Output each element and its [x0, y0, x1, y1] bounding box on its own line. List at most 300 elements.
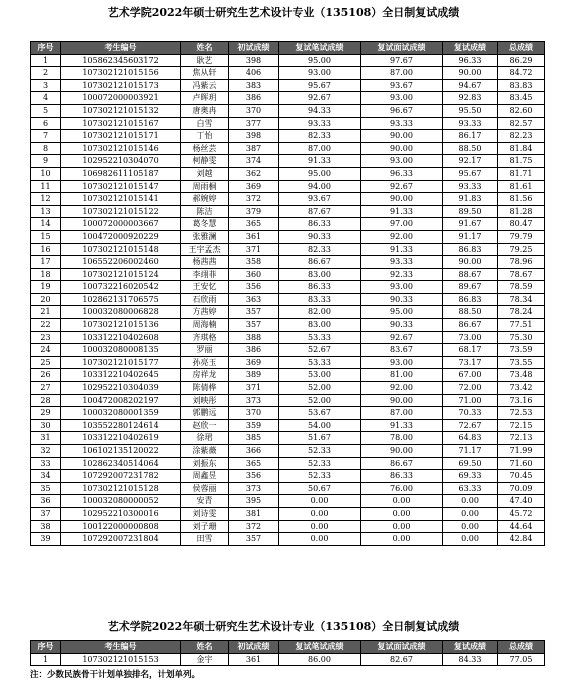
table-cell: 52.67 — [279, 344, 361, 357]
table-cell: 93.00 — [361, 155, 443, 168]
table-cell: 90.00 — [361, 445, 443, 458]
table-cell: 100122000000808 — [61, 520, 181, 533]
table-row — [31, 482, 545, 495]
column-header: 复试笔试成绩 — [279, 641, 361, 654]
table-cell: 10 — [31, 167, 61, 180]
table-row — [31, 230, 545, 243]
table-cell: 70.45 — [498, 470, 545, 483]
table-cell: 91.17 — [443, 230, 498, 243]
second-table-header — [31, 641, 545, 654]
table-cell: 79.79 — [498, 230, 545, 243]
table-row — [31, 445, 545, 458]
table-cell: 387 — [229, 142, 279, 155]
table-cell: 92.67 — [279, 92, 361, 105]
table-cell: 78.59 — [498, 281, 545, 294]
table-cell: 93.33 — [443, 180, 498, 193]
main-table-title: 艺术学院2022年硕士研究生艺术设计专业（135108）全日制复试成绩 — [107, 6, 460, 19]
table-cell: 370 — [229, 407, 279, 420]
table-row — [31, 432, 545, 445]
table-cell: 91.33 — [361, 205, 443, 218]
table-cell: 369 — [229, 180, 279, 193]
column-header: 姓名 — [181, 641, 229, 654]
column-header: 复试成绩 — [443, 42, 498, 55]
table-cell: 刘子珊 — [181, 520, 229, 533]
table-cell: 90.00 — [361, 193, 443, 206]
table-cell: 张雅澜 — [181, 230, 229, 243]
table-cell: 94.00 — [279, 180, 361, 193]
table-cell: 26 — [31, 369, 61, 382]
table-cell: 耿艺 — [181, 54, 229, 67]
table-cell: 11 — [31, 180, 61, 193]
table-cell: 372 — [229, 520, 279, 533]
table-cell: 70.33 — [443, 407, 498, 420]
table-cell: 107302121015122 — [61, 205, 181, 218]
table-cell: 358 — [229, 256, 279, 269]
table-cell: 107292007231782 — [61, 470, 181, 483]
table-cell: 38 — [31, 520, 61, 533]
table-cell: 16 — [31, 243, 61, 256]
table-cell: 23 — [31, 331, 61, 344]
table-cell: 64.83 — [443, 432, 498, 445]
table-row — [31, 356, 545, 369]
table-cell: 77.51 — [498, 319, 545, 332]
table-cell: 356 — [229, 470, 279, 483]
table-cell: 罗丽 — [181, 344, 229, 357]
table-cell: 102862340514064 — [61, 457, 181, 470]
table-cell: 31 — [31, 432, 61, 445]
table-cell: 369 — [229, 356, 279, 369]
table-cell: 13 — [31, 205, 61, 218]
table-cell: 406 — [229, 67, 279, 80]
table-cell: 73.16 — [498, 394, 545, 407]
table-cell: 侯蓉丽 — [181, 482, 229, 495]
table-cell: 杨丝芸 — [181, 142, 229, 155]
table-cell: 53.33 — [279, 356, 361, 369]
table-cell: 安青 — [181, 495, 229, 508]
table-cell: 90.33 — [361, 319, 443, 332]
table-cell: 9 — [31, 155, 61, 168]
table-cell: 86.29 — [498, 54, 545, 67]
table-cell: 83.45 — [498, 92, 545, 105]
table-cell: 84.33 — [443, 653, 498, 666]
table-cell: 83.33 — [279, 293, 361, 306]
table-cell: 90.00 — [361, 142, 443, 155]
table-cell: 82.00 — [279, 306, 361, 319]
table-cell: 371 — [229, 382, 279, 395]
table-cell: 91.33 — [361, 243, 443, 256]
table-cell: 360 — [229, 268, 279, 281]
table-cell: 361 — [229, 653, 279, 666]
table-cell: 73.59 — [498, 344, 545, 357]
table-cell: 52.00 — [279, 394, 361, 407]
table-cell: 82.33 — [279, 130, 361, 143]
table-cell: 363 — [229, 293, 279, 306]
table-cell: 93.00 — [361, 356, 443, 369]
table-cell: 焦从轩 — [181, 67, 229, 80]
table-cell: 86.83 — [443, 243, 498, 256]
table-cell: 28 — [31, 394, 61, 407]
table-row — [31, 243, 545, 256]
table-cell: 107302121015171 — [61, 130, 181, 143]
table-row — [31, 407, 545, 420]
table-cell: 53.67 — [279, 407, 361, 420]
table-row — [31, 394, 545, 407]
table-cell: 97.67 — [361, 54, 443, 67]
table-cell: 96.67 — [361, 104, 443, 117]
table-cell: 386 — [229, 92, 279, 105]
table-cell: 0.00 — [361, 520, 443, 533]
table-cell: 0.00 — [279, 520, 361, 533]
table-cell: 78.24 — [498, 306, 545, 319]
table-cell: 63.33 — [443, 482, 498, 495]
table-cell: 73.48 — [498, 369, 545, 382]
table-cell: 齐琪格 — [181, 331, 229, 344]
table-cell: 374 — [229, 155, 279, 168]
table-cell: 366 — [229, 445, 279, 458]
table-cell: 68.17 — [443, 344, 498, 357]
table-cell: 100072000003667 — [61, 218, 181, 231]
table-cell: 33 — [31, 457, 61, 470]
table-cell: 52.33 — [279, 470, 361, 483]
table-cell: 周海楠 — [181, 319, 229, 332]
table-row — [31, 256, 545, 269]
table-cell: 102952210304039 — [61, 382, 181, 395]
header-row — [31, 42, 545, 55]
table-row — [31, 653, 545, 666]
table-cell: 71.00 — [443, 394, 498, 407]
table-cell: 398 — [229, 130, 279, 143]
table-cell: 102952210304070 — [61, 155, 181, 168]
table-cell: 0.00 — [443, 507, 498, 520]
table-cell: 100472000920229 — [61, 230, 181, 243]
table-cell: 29 — [31, 407, 61, 420]
table-cell: 唐奥冉 — [181, 104, 229, 117]
table-cell: 95.67 — [279, 79, 361, 92]
table-cell: 361 — [229, 230, 279, 243]
table-row — [31, 319, 545, 332]
table-cell: 107302121015128 — [61, 482, 181, 495]
table-cell: 50.67 — [279, 482, 361, 495]
table-cell: 67.00 — [443, 369, 498, 382]
table-cell: 95.00 — [279, 167, 361, 180]
table-cell: 53.00 — [279, 369, 361, 382]
table-cell: 72.13 — [498, 432, 545, 445]
table-cell: 97.00 — [361, 218, 443, 231]
main-table-header — [31, 42, 545, 55]
table-row — [31, 268, 545, 281]
column-header: 复试面试成绩 — [361, 42, 443, 55]
table-cell: 86.00 — [279, 653, 361, 666]
table-cell: 90.00 — [361, 130, 443, 143]
table-cell: 80.47 — [498, 218, 545, 231]
table-row — [31, 419, 545, 432]
table-cell: 100032080006828 — [61, 306, 181, 319]
table-cell: 37 — [31, 507, 61, 520]
table-cell: 93.67 — [361, 79, 443, 92]
table-cell: 79.25 — [498, 243, 545, 256]
table-cell: 88.50 — [443, 142, 498, 155]
table-cell: 107302121015167 — [61, 117, 181, 130]
table-cell: 71.60 — [498, 457, 545, 470]
table-cell: 100472008202197 — [61, 394, 181, 407]
table-cell: 90.00 — [443, 67, 498, 80]
table-cell: 93.00 — [361, 92, 443, 105]
table-cell: 丁怡 — [181, 130, 229, 143]
table-cell: 357 — [229, 306, 279, 319]
table-cell: 8 — [31, 142, 61, 155]
table-cell: 103312210402645 — [61, 369, 181, 382]
table-cell: 100072000003921 — [61, 92, 181, 105]
table-cell: 91.33 — [279, 155, 361, 168]
footnote: 注：少数民族骨干计划单独排名，计划单列。 — [30, 670, 201, 680]
table-cell: 77.05 — [498, 653, 545, 666]
column-header: 复试成绩 — [443, 641, 498, 654]
table-cell: 362 — [229, 167, 279, 180]
table-cell: 杨茜茜 — [181, 256, 229, 269]
table-cell: 86.67 — [279, 256, 361, 269]
table-cell: 86.67 — [361, 457, 443, 470]
table-cell: 95.00 — [361, 306, 443, 319]
table-cell: 107292007231804 — [61, 533, 181, 546]
table-cell: 102862131706575 — [61, 293, 181, 306]
main-table-body — [31, 54, 545, 545]
table-cell: 39 — [31, 533, 61, 546]
table-cell: 王安忆 — [181, 281, 229, 294]
column-header: 序号 — [31, 641, 61, 654]
table-cell: 金宇 — [181, 653, 229, 666]
table-cell: 365 — [229, 218, 279, 231]
table-row — [31, 218, 545, 231]
table-cell: 45.72 — [498, 507, 545, 520]
table-row — [31, 193, 545, 206]
table-row — [31, 205, 545, 218]
table-cell: 0.00 — [361, 495, 443, 508]
table-cell: 94.67 — [443, 79, 498, 92]
table-cell: 90.33 — [361, 293, 443, 306]
table-cell: 赵欣一 — [181, 419, 229, 432]
table-cell: 1 — [31, 54, 61, 67]
table-row — [31, 507, 545, 520]
table-cell: 42.84 — [498, 533, 545, 546]
table-cell: 95.00 — [279, 54, 361, 67]
table-cell: 93.33 — [279, 117, 361, 130]
table-cell: 89.50 — [443, 205, 498, 218]
table-row — [31, 180, 545, 193]
table-cell: 373 — [229, 394, 279, 407]
table-cell: 卢晖玥 — [181, 92, 229, 105]
table-cell: 52.00 — [279, 382, 361, 395]
table-cell: 385 — [229, 432, 279, 445]
table-cell: 86.17 — [443, 130, 498, 143]
table-cell: 103552280124614 — [61, 419, 181, 432]
table-row — [31, 167, 545, 180]
table-cell: 84.72 — [498, 67, 545, 80]
table-cell: 19 — [31, 281, 61, 294]
table-cell: 365 — [229, 457, 279, 470]
table-cell: 刘越 — [181, 167, 229, 180]
table-cell: 86.83 — [443, 293, 498, 306]
table-cell: 82.60 — [498, 104, 545, 117]
table-cell: 395 — [229, 495, 279, 508]
table-cell: 81.00 — [361, 369, 443, 382]
table-cell: 102952210300016 — [61, 507, 181, 520]
table-cell: 石欣雨 — [181, 293, 229, 306]
table-cell: 91.67 — [443, 218, 498, 231]
table-cell: 359 — [229, 419, 279, 432]
table-cell: 54.00 — [279, 419, 361, 432]
table-cell: 90.00 — [443, 256, 498, 269]
table-cell: 周鑫昱 — [181, 470, 229, 483]
table-row — [31, 495, 545, 508]
table-row — [31, 54, 545, 67]
table-cell: 14 — [31, 218, 61, 231]
table-cell: 51.67 — [279, 432, 361, 445]
column-header: 考生编号 — [61, 641, 181, 654]
second-table-title: 艺术学院2022年硕士研究生艺术设计专业（135108）全日制复试成绩 — [107, 620, 460, 633]
table-cell: 96.33 — [443, 54, 498, 67]
table-cell: 95.50 — [443, 104, 498, 117]
table-cell: 92.67 — [361, 331, 443, 344]
table-cell: 383 — [229, 79, 279, 92]
table-cell: 386 — [229, 344, 279, 357]
table-cell: 0.00 — [279, 507, 361, 520]
table-cell: 93.33 — [361, 117, 443, 130]
column-header: 序号 — [31, 42, 61, 55]
table-cell: 90.33 — [279, 230, 361, 243]
table-cell: 100732216020542 — [61, 281, 181, 294]
table-cell: 73.42 — [498, 382, 545, 395]
table-cell: 81.56 — [498, 193, 545, 206]
table-cell: 3 — [31, 79, 61, 92]
table-row — [31, 369, 545, 382]
table-cell: 105862345603172 — [61, 54, 181, 67]
table-cell: 22 — [31, 319, 61, 332]
table-cell: 方茜婷 — [181, 306, 229, 319]
table-cell: 5 — [31, 104, 61, 117]
table-row — [31, 92, 545, 105]
table-cell: 86.33 — [361, 470, 443, 483]
table-cell: 2 — [31, 67, 61, 80]
table-cell: 17 — [31, 256, 61, 269]
table-cell: 82.67 — [361, 653, 443, 666]
table-cell: 72.53 — [498, 407, 545, 420]
table-cell: 房祥龙 — [181, 369, 229, 382]
table-cell: 107302121015156 — [61, 67, 181, 80]
table-cell: 92.17 — [443, 155, 498, 168]
table-cell: 30 — [31, 419, 61, 432]
table-cell: 0.00 — [279, 533, 361, 546]
table-cell: 379 — [229, 205, 279, 218]
table-cell: 107302121015153 — [61, 653, 181, 666]
table-cell: 107302121015132 — [61, 104, 181, 117]
table-cell: 71.17 — [443, 445, 498, 458]
table-cell: 89.67 — [443, 281, 498, 294]
table-cell: 90.00 — [361, 394, 443, 407]
table-cell: 72.15 — [498, 419, 545, 432]
table-cell: 92.67 — [361, 180, 443, 193]
table-cell: 107302121015148 — [61, 243, 181, 256]
table-cell: 78.96 — [498, 256, 545, 269]
table-cell: 100032080008135 — [61, 344, 181, 357]
table-cell: 76.00 — [361, 482, 443, 495]
table-cell: 107302121015173 — [61, 79, 181, 92]
table-cell: 白雪 — [181, 117, 229, 130]
table-cell: 21 — [31, 306, 61, 319]
table-cell: 83.00 — [279, 268, 361, 281]
table-cell: 373 — [229, 482, 279, 495]
table-cell: 356 — [229, 281, 279, 294]
table-cell: 389 — [229, 369, 279, 382]
table-cell: 107302121015177 — [61, 356, 181, 369]
table-row — [31, 331, 545, 344]
table-cell: 郭鹏远 — [181, 407, 229, 420]
table-cell: 93.33 — [443, 117, 498, 130]
table-cell: 93.00 — [279, 67, 361, 80]
table-cell: 81.75 — [498, 155, 545, 168]
table-row — [31, 117, 545, 130]
table-cell: 72.00 — [443, 382, 498, 395]
table-cell: 106102135120022 — [61, 445, 181, 458]
table-cell: 田雪 — [181, 533, 229, 546]
table-cell: 0.00 — [361, 507, 443, 520]
table-cell: 103312210402619 — [61, 432, 181, 445]
column-header: 考生编号 — [61, 42, 181, 55]
table-cell: 83.83 — [498, 79, 545, 92]
table-cell: 81.61 — [498, 180, 545, 193]
table-cell: 李翊菲 — [181, 268, 229, 281]
table-cell: 0.00 — [443, 520, 498, 533]
table-cell: 73.00 — [443, 331, 498, 344]
table-cell: 刘诗雯 — [181, 507, 229, 520]
table-cell: 96.33 — [361, 167, 443, 180]
table-cell: 王宇孟杰 — [181, 243, 229, 256]
table-cell: 371 — [229, 243, 279, 256]
table-cell: 柯静雯 — [181, 155, 229, 168]
column-header: 初试成绩 — [229, 641, 279, 654]
table-cell: 92.00 — [361, 230, 443, 243]
table-cell: 92.33 — [361, 268, 443, 281]
table-cell: 12 — [31, 193, 61, 206]
table-cell: 71.99 — [498, 445, 545, 458]
table-row — [31, 520, 545, 533]
table-cell: 20 — [31, 293, 61, 306]
table-cell: 91.33 — [361, 419, 443, 432]
table-cell: 87.00 — [279, 142, 361, 155]
table-cell: 52.33 — [279, 445, 361, 458]
table-cell: 15 — [31, 230, 61, 243]
table-row — [31, 457, 545, 470]
table-cell: 73.17 — [443, 356, 498, 369]
table-cell: 107302121015136 — [61, 319, 181, 332]
table-cell: 4 — [31, 92, 61, 105]
table-cell: 72.67 — [443, 419, 498, 432]
table-cell: 69.50 — [443, 457, 498, 470]
table-cell: 涂紫薇 — [181, 445, 229, 458]
table-cell: 107302121015146 — [61, 142, 181, 155]
table-cell: 370 — [229, 104, 279, 117]
table-cell: 87.00 — [361, 67, 443, 80]
table-cell: 81.28 — [498, 205, 545, 218]
table-cell: 78.67 — [498, 268, 545, 281]
table-cell: 94.33 — [279, 104, 361, 117]
table-row — [31, 67, 545, 80]
table-cell: 398 — [229, 54, 279, 67]
column-header: 总成绩 — [498, 42, 545, 55]
table-cell: 53.33 — [279, 331, 361, 344]
table-cell: 25 — [31, 356, 61, 369]
table-cell: 陈洁 — [181, 205, 229, 218]
table-cell: 86.33 — [279, 281, 361, 294]
